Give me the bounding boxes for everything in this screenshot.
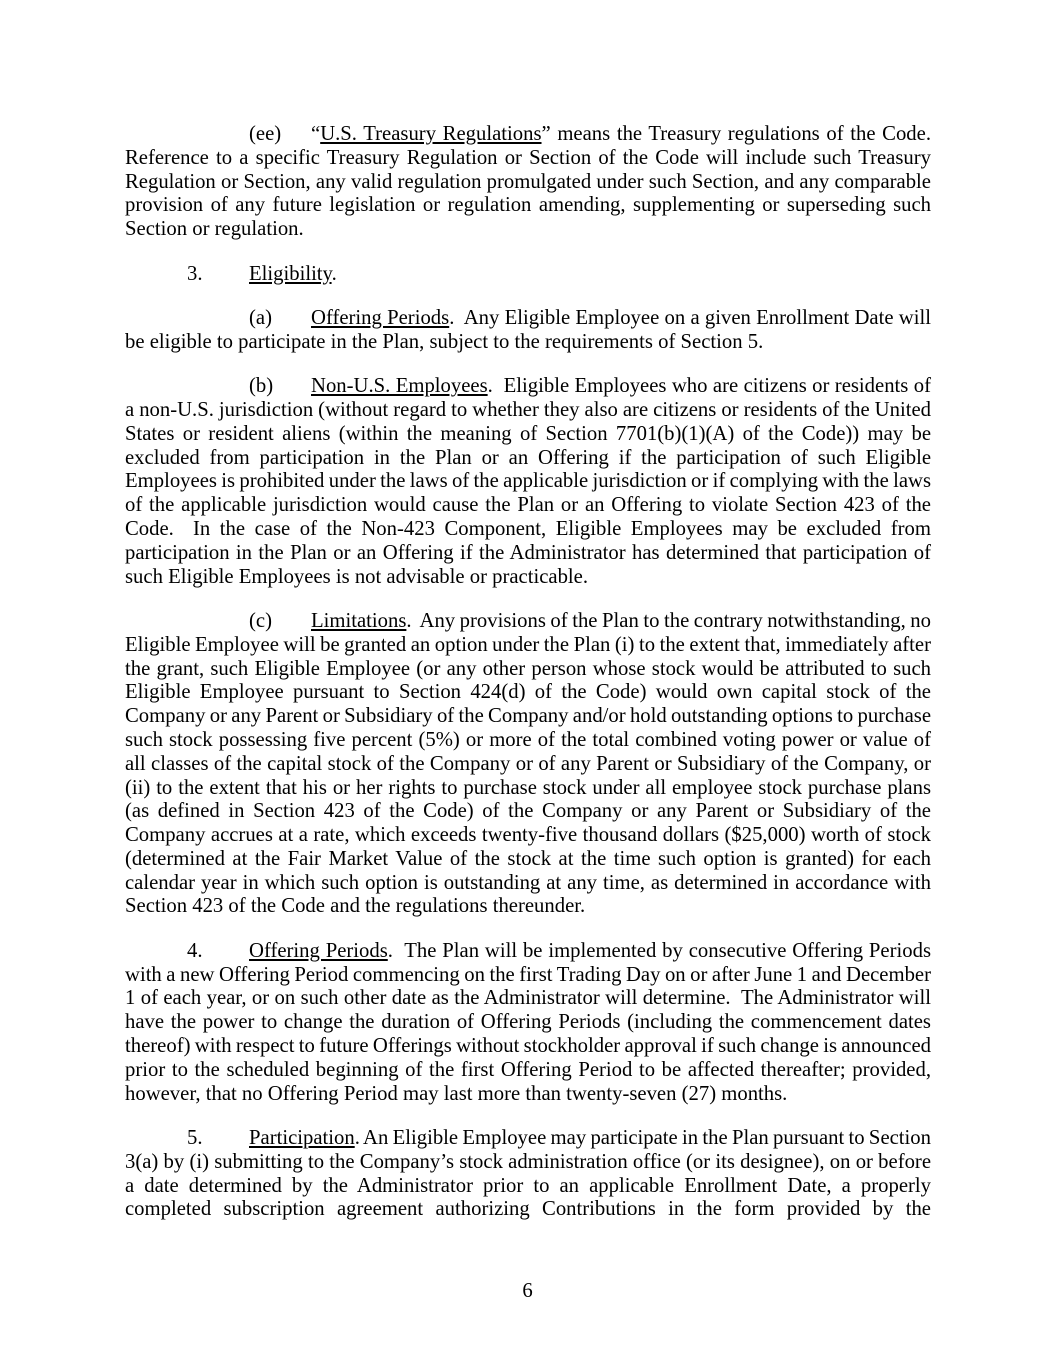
defined-term-heading: U.S. Treasury Regulations xyxy=(320,123,542,145)
paragraph-first-line xyxy=(125,940,931,964)
text-line: all classes of the capital stock of the Company or of any Parent or Subsidiary of the Company, or xyxy=(125,752,931,775)
paragraph-first-line xyxy=(125,123,931,147)
text-line: Company or any Parent or Subsidiary of the Company and/or hold outstanding options to purchase xyxy=(125,705,931,728)
first-line-text: . The Plan will be implemented by consecutive Offering Periods xyxy=(387,939,931,962)
section-number: 3. xyxy=(187,262,203,285)
section-3c-limitations xyxy=(125,610,931,919)
subsection-label: (a) xyxy=(249,306,272,329)
section-3b-non-us-employees xyxy=(125,375,931,589)
text-line: thereof) with respect to future Offerings without stockholder approval if such change is announced xyxy=(125,1035,931,1058)
page-number: 6 xyxy=(522,1280,533,1302)
subsection-heading: Non-U.S. Employees xyxy=(311,375,488,398)
definition-ee-us-treasury-regulations xyxy=(125,123,931,242)
text-line: the grant, such Eligible Employee (or any other person whose stock would be attributed to such xyxy=(125,657,931,680)
text-line: Eligible Employee pursuant to Section 424(d) of the Code) would own capital stock of the xyxy=(125,681,931,704)
text-line: excluded from participation in the Plan or an Offering if the participation of such Eligible xyxy=(125,446,931,469)
text-line: 3(a) by (i) submitting to the Company’s stock administration office (or its designee), on or before xyxy=(125,1150,931,1173)
first-line-text: . Any provisions of the Plan to the contrary notwithstanding, no xyxy=(406,609,931,632)
text-line: participation in the Plan or an Offering if the Administrator has determined that participation of xyxy=(125,541,931,564)
text-line: (determined at the Fair Market Value of the stock at the time such option is granted) for each xyxy=(125,847,931,870)
text-line: have the power to change the duration of Offering Periods (including the commencement dates xyxy=(125,1011,931,1034)
text-line: provision of any future legislation or regulation amending, supplementing or superseding such xyxy=(125,194,931,217)
text-line: Regulation or Section, any valid regulation promulgated under such Section, and any comparable xyxy=(125,170,931,193)
open-quote: “ xyxy=(311,123,321,145)
text-line: such Eligible Employees is not advisable or practicable. xyxy=(125,565,589,588)
text-line: with a new Offering Period commencing on the first Trading Day on or after June 1 and December xyxy=(125,963,931,986)
heading-period: . xyxy=(331,262,337,285)
section-3-eligibility xyxy=(125,263,931,287)
paragraph-first-line xyxy=(125,1127,931,1151)
section-heading: Participation xyxy=(249,1127,355,1150)
section-heading-line xyxy=(125,263,931,287)
text-line: States or resident aliens (within the meaning of Section 7701(b)(1)(A) of the Code)) may be xyxy=(125,422,931,445)
text-line: of the applicable jurisdiction would cause the Plan or an Offering to violate Section 423 of the xyxy=(125,494,931,517)
paragraph-first-line xyxy=(125,610,931,634)
document-body xyxy=(125,123,931,1243)
text-line: Company accrues at a rate, which exceeds twenty-five thousand dollars ($25,000) worth of stock xyxy=(125,824,931,847)
first-line-text: . Eligible Employees who are citizens or residents of xyxy=(487,375,931,398)
text-line: 1 of each year, or on such other date as the Administrator will determine. The Administrator will xyxy=(125,987,931,1010)
section-number: 5. xyxy=(187,1127,203,1150)
section-heading: Offering Periods xyxy=(249,939,388,962)
text-line: calendar year in which such option is outstanding at any time, as determined in accordance with xyxy=(125,871,931,894)
text-line: (as defined in Section 423 of the Code) of the Company or any Parent or Subsidiary of the xyxy=(125,800,931,823)
first-line-text: ” means the Treasury regulations of the Code. xyxy=(541,123,931,145)
text-line: (ii) to the extent that his or her rights to purchase stock under all employee stock purchase plans xyxy=(125,776,931,799)
text-line: completed subscription agreement authorizing Contributions in the form provided by the xyxy=(125,1198,931,1221)
text-line: a non-U.S. jurisdiction (without regard to whether they also are citizens or residents of the United xyxy=(125,398,931,421)
paragraph-first-line xyxy=(125,307,931,331)
text-line: Reference to a specific Treasury Regulation or Section of the Code will include such Treasury xyxy=(125,146,931,169)
subsection-label: (b) xyxy=(249,375,274,398)
section-4-offering-periods xyxy=(125,940,931,1107)
first-line-text: . Any Eligible Employee on a given Enrollment Date will xyxy=(449,306,931,329)
text-line: Employees is prohibited under the laws of the applicable jurisdiction or if complying with the laws xyxy=(125,470,931,493)
text-line: Section 423 of the Code and the regulations thereunder. xyxy=(125,895,586,918)
section-5-participation xyxy=(125,1127,931,1222)
subsection-heading: Limitations xyxy=(311,609,407,632)
text-line: prior to the scheduled beginning of the first Offering Period to be affected thereafter; provided, xyxy=(125,1058,931,1081)
subsection-label: (c) xyxy=(249,609,272,632)
section-number: 4. xyxy=(187,939,203,962)
text-line: Eligible Employee will be granted an option under the Plan (i) to the extent that, immediately after xyxy=(125,633,931,656)
text-line: Section or regulation. xyxy=(125,218,304,241)
paragraph-first-line xyxy=(125,375,931,399)
text-line: Code. In the case of the Non-423 Component, Eligible Employees may be excluded from xyxy=(125,517,931,540)
subsection-heading: Offering Periods xyxy=(311,306,450,329)
text-line: such stock possessing five percent (5%) or more of the total combined voting power or value of xyxy=(125,728,931,751)
section-3a-offering-periods xyxy=(125,307,931,355)
text-line: however, that no Offering Period may last more than twenty-seven (27) months. xyxy=(125,1082,788,1105)
subsection-label: (ee) xyxy=(249,123,282,145)
first-line-text: . An Eligible Employee may participate in the Plan pursuant to Section xyxy=(354,1127,931,1150)
section-heading: Eligibility xyxy=(249,262,332,285)
text-line: a date determined by the Administrator prior to an applicable Enrollment Date, a properly xyxy=(125,1174,931,1197)
text-line: be eligible to participate in the Plan, subject to the requirements of Section 5. xyxy=(125,330,764,353)
